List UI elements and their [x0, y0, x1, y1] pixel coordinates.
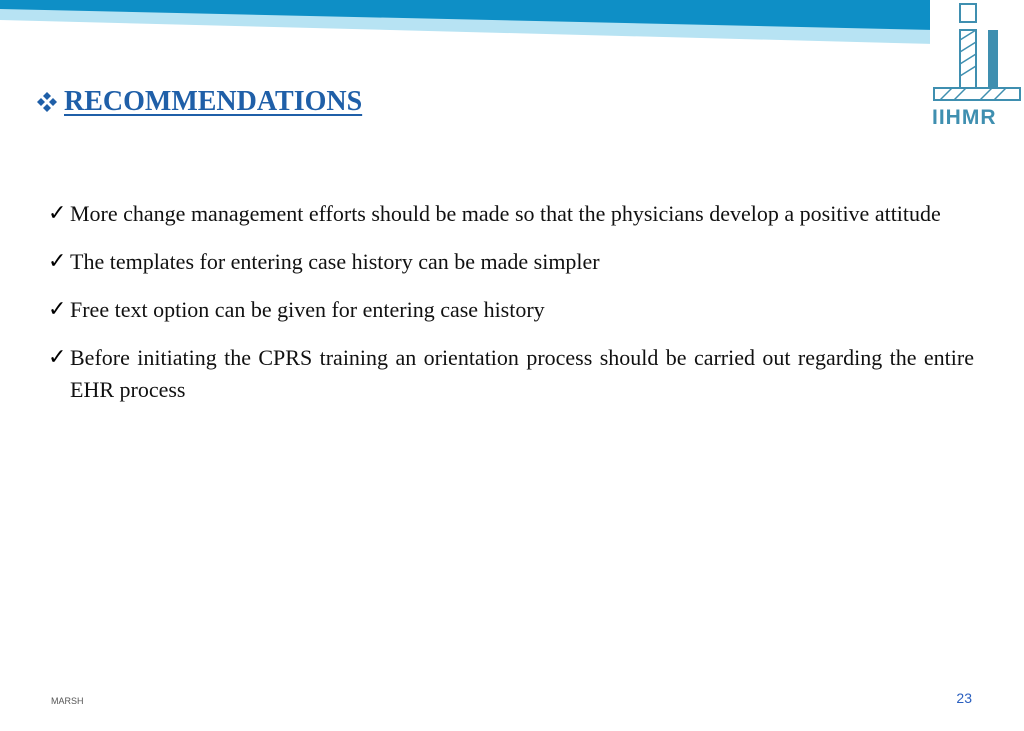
checkmark-icon: ✓ — [48, 297, 67, 322]
top-decorative-bands — [0, 0, 1024, 50]
light-blue-band — [0, 0, 935, 44]
page-number: 23 — [956, 690, 972, 706]
bullet-text: Free text option can be given for entering case history — [70, 297, 545, 322]
list-item — [48, 342, 974, 406]
list-item — [48, 294, 974, 326]
four-diamond-bullet-icon — [36, 91, 58, 113]
footer-label: MARSH — [51, 696, 84, 706]
bullet-text: Before initiating the CPRS training an orientation process should be carried out regarding the entire EHR process — [70, 345, 974, 402]
dark-blue-band — [0, 0, 935, 30]
logo-text: IIHMR — [932, 106, 997, 129]
title-row — [36, 82, 362, 122]
list-item — [48, 198, 974, 230]
bullet-text: More change management efforts should be made so that the physicians develop a positive attitude — [70, 201, 941, 226]
bullet-text: The templates for entering case history can be made simpler — [70, 249, 600, 274]
checkmark-icon: ✓ — [48, 345, 67, 370]
list-item — [48, 246, 974, 278]
slide-title: RECOMMENDATIONS — [64, 86, 363, 117]
checkmark-icon: ✓ — [48, 249, 67, 274]
checkmark-icon: ✓ — [48, 201, 67, 226]
recommendations-list — [48, 198, 974, 422]
